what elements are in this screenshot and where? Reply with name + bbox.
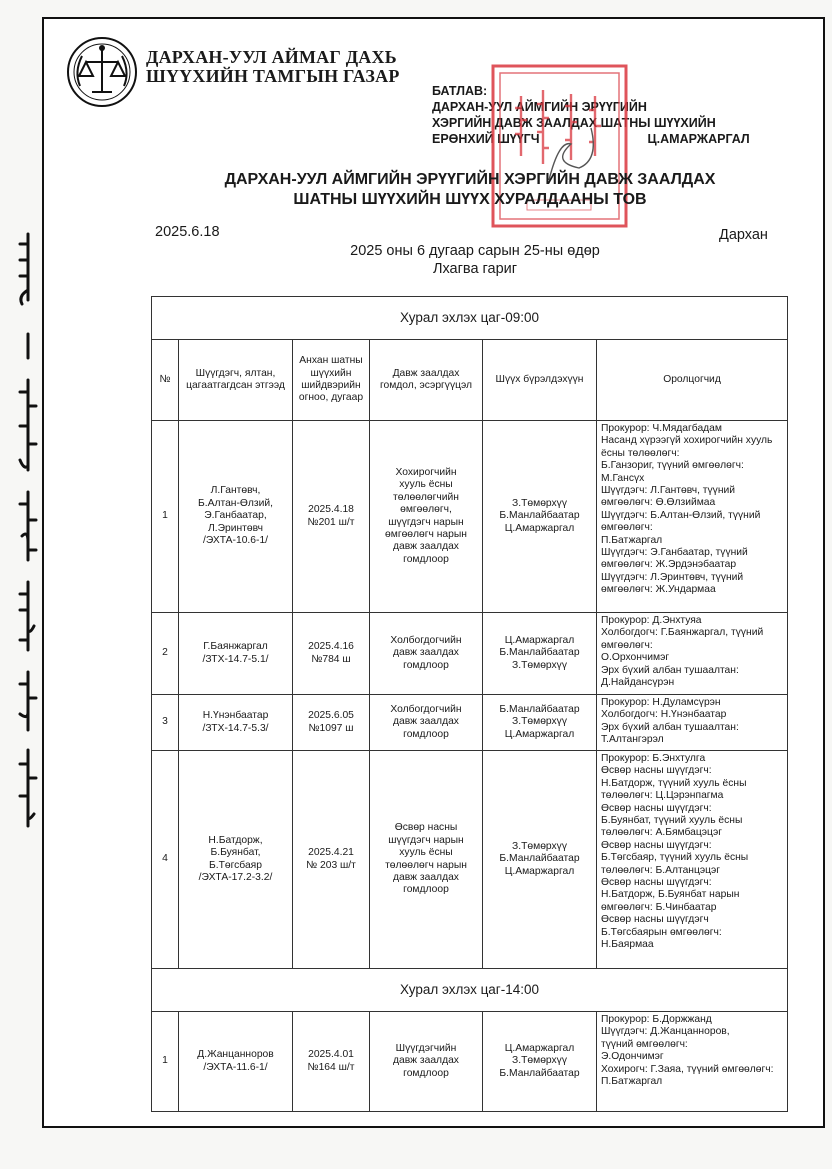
hearing-weekday: Лхагва гариг (432, 261, 518, 277)
participants-cell-line: Н.Батдорж, Б.Буянбат нарын өмгөөлөгч: Б.Чинбаатар (601, 889, 740, 913)
row-number: 2 (152, 613, 179, 695)
header-participants: Оролцогчид (597, 340, 788, 421)
document-title (150, 170, 790, 210)
row-number: 4 (152, 751, 179, 969)
appeal-cell-line: хууль ёсны (399, 479, 453, 491)
participants-cell-line: Н.Батдорж, түүний хууль ёсны төлөөлөгч: Ц.Цэрэнпагма (601, 777, 747, 802)
panel-cell-line: Б.Манлайбаатар (499, 703, 580, 715)
appeal-cell-line: давж заалдах (393, 871, 459, 883)
table-row (152, 1012, 788, 1112)
participants-cell-line: Прокурор: Д.Энхтуяа (601, 615, 702, 626)
defendant-cell-line: /ЗТХ-14.7-5.3/ (202, 722, 269, 734)
participants-cell-line: Прокурор: Н.Дуламсүрэн (601, 697, 721, 708)
defendant-cell-line: Б.Төгсбаяр (208, 859, 262, 871)
defendant-cell-line: Н.Батдорж, (208, 834, 263, 846)
defendant-cell-line: Э.Ганбаатар, (204, 510, 267, 522)
appeal-cell-line: гомдлоор (403, 1067, 449, 1079)
header-no: № (152, 340, 179, 421)
approval-line3: ХЭРГИЙН ДАВЖ ЗААЛДАХ ШАТНЫ ШҮҮХИЙН (432, 116, 716, 130)
participants-cell-line: Өсвөр насны шүүгдэгч (601, 914, 709, 926)
appeal-cell-line: гомдлоор (403, 728, 449, 740)
appeal-cell-line: гомдлоор (403, 659, 449, 671)
appeal-cell-line: Шүүгдэгчийн (395, 1042, 457, 1054)
court-seal-logo (66, 36, 138, 108)
city: Дархан (719, 227, 768, 243)
participants-cell-line: Б.Буянбат, түүний хууль ёсны төлөөлөгч: А.Бямбацэцэг (601, 815, 743, 839)
defendant-cell-line: Д.Жанцанноров (197, 1049, 274, 1061)
appeal-cell-line: төлөөлөгчийн (393, 491, 459, 503)
approval-line1: БАТЛАВ: (432, 84, 488, 98)
approval-title: ЕРӨНХИЙ ШҮҮГЧ (432, 132, 540, 146)
participants-cell-line: Өсвөр насны шүүгдэгч: (601, 839, 712, 851)
approval-signer: Ц.АМАРЖАРГАЛ (647, 132, 750, 146)
participants-cell-line: Э.Одончимэг (601, 1051, 664, 1063)
panel-cell (483, 421, 597, 613)
defendant-cell (179, 421, 293, 613)
session-row (152, 297, 788, 340)
participants-cell-line: Эрх бүхий албан тушаалтан: (601, 721, 739, 733)
appeal-cell-line: гомдлоор (403, 884, 449, 896)
header-appeal: Давж заалдах гомдол, эсэргүүцэл (370, 340, 483, 421)
appeal-cell-line: шүүгдэгч нарын (388, 834, 464, 846)
participants-cell-line: Д.Найдансүрэн (601, 677, 675, 689)
participants-cell-line: Шүүгдэгч: Л.Гантөвч, түүний өмгөөлөгч: Ө.Өлзиймаа (601, 485, 736, 509)
participants-cell-line: П.Батжаргал (601, 534, 663, 546)
participants-cell (597, 613, 788, 695)
participants-cell-line: Прокурор: Б.Энхтулга (601, 753, 706, 764)
session-row (152, 969, 788, 1012)
panel-cell-line: З.Төмөрхүү (512, 659, 567, 671)
participants-cell-line: Эрх бүхий албан тушаалтан: (601, 664, 739, 676)
participants-cell-line: Н.Баярмаа (601, 939, 654, 951)
decision-cell-line: 2025.4.01 (308, 1049, 354, 1061)
panel-cell-line: Ц.Амаржаргал (504, 522, 575, 534)
header-defendant: Шүүгдэгч, ялтан, цагаатгагдсан этгээд (179, 340, 293, 421)
panel-cell-line: Ц.Амаржаргал (504, 728, 575, 740)
court-name (146, 48, 400, 86)
defendant-cell (179, 751, 293, 969)
vertical-mongolian-script (4, 230, 52, 830)
participants-cell-line: Өсвөр насны шүүгдэгч: (601, 765, 712, 777)
decision-cell (293, 421, 370, 613)
row-number: 3 (152, 695, 179, 751)
appeal-cell (370, 1012, 483, 1112)
defendant-cell-line: Л.Гантөвч, (210, 485, 261, 497)
court-name-line1: ДАРХАН-УУЛ АЙМАГ ДАХЬ (146, 47, 397, 67)
panel-cell-line: Ц.Амаржаргал (504, 865, 575, 877)
hearing-date: 2025 оны 6 дугаар сарын 25-ны өдөр (350, 243, 600, 259)
row-number: 1 (152, 421, 179, 613)
panel-cell-line: Б.Манлайбаатар (499, 647, 580, 659)
participants-cell-line: Насанд хүрээгүй хохирогчийн хууль ёсны төлөөлөгч: (601, 435, 773, 459)
appeal-cell-line: гомдлоор (403, 553, 449, 565)
defendant-cell-line: /ЭХТА-10.6-1/ (202, 535, 269, 547)
table-row (152, 751, 788, 969)
decision-cell-line: 2025.4.18 (308, 504, 354, 516)
participants-cell (597, 1012, 788, 1112)
decision-cell (293, 613, 370, 695)
hearing-date-block (290, 242, 660, 278)
appeal-cell-line: Өсвөр насны (394, 822, 458, 834)
participants-cell-line: Б.Төгсбаяр, түүний хууль ёсны төлөөлөгч: Б.Алтанцэцэг (601, 852, 749, 876)
decision-cell-line: №201 ш/т (307, 516, 355, 528)
participants-cell-line: Холбогдогч: Н.Үнэнбаатар (601, 709, 727, 721)
decision-cell-line: №784 ш (311, 653, 351, 665)
decision-cell-line: №164 ш/т (307, 1061, 355, 1073)
decision-cell (293, 1012, 370, 1112)
decision-cell-line: 2025.4.16 (308, 641, 354, 653)
header-panel: Шүүх бүрэлдэхүүн (483, 340, 597, 421)
participants-cell-line: Б.Ганзориг, түүний өмгөөлөгч: М.Гансүх (601, 460, 744, 484)
defendant-cell (179, 1012, 293, 1112)
appeal-cell-line: Холбогдогчийн (390, 703, 462, 715)
defendant-cell-line: Г.Баянжаргал (203, 641, 268, 653)
panel-cell (483, 695, 597, 751)
participants-cell-line: Холбогдогч: Г.Баянжаргал, түүний өмгөөлөгч: (601, 627, 764, 651)
participants-cell-line: Өсвөр насны шүүгдэгч: (601, 877, 712, 889)
decision-cell-line: № 203 ш/т (306, 859, 356, 871)
participants-cell-line: Шүүгдэгч: Д.Жанцанноров, (601, 1026, 730, 1038)
decision-cell (293, 751, 370, 969)
appeal-cell-line: өмгөөлөгч нарын (385, 528, 467, 540)
panel-cell-line: Б.Манлайбаатар (499, 510, 580, 522)
participants-cell (597, 421, 788, 613)
appeal-cell-line: давж заалдах (393, 541, 459, 553)
participants-cell-line: О.Орхончимэг (601, 652, 670, 664)
issue-date: 2025.6.18 (155, 224, 220, 240)
defendant-cell (179, 695, 293, 751)
decision-cell (293, 695, 370, 751)
court-name-line2: ШҮҮХИЙН ТАМГЫН ГАЗАР (146, 66, 400, 86)
participants-cell-line: Б.Төгсбаярын өмгөөлөгч: (601, 926, 722, 938)
defendant-cell-line: Б.Алтан-Өлзий, (197, 497, 274, 509)
session-start-label: Хурал эхлэх цаг-14:00 (152, 969, 788, 1012)
row-number: 1 (152, 1012, 179, 1112)
appeal-cell-line: шүүгдэгч нарын (388, 516, 464, 528)
panel-cell-line: Б.Манлайбаатар (499, 1067, 580, 1079)
defendant-cell-line: /ЭХТА-11.6-1/ (203, 1061, 268, 1073)
participants-cell-line: Т.Алтангэрэл (601, 734, 664, 746)
appeal-cell-line: давж заалдах (393, 647, 459, 659)
defendant-cell-line: Н.Үнэнбаатар (202, 710, 269, 722)
appeal-cell (370, 751, 483, 969)
document-title-line2: ШАТНЫ ШҮҮХИЙН ШҮҮХ ХУРАЛДААНЫ ТОВ (293, 191, 647, 208)
decision-cell-line: №1097 ш (308, 722, 354, 734)
defendant-cell-line: Л.Эринтөвч (208, 522, 263, 534)
defendant-cell (179, 613, 293, 695)
participants-cell-line: Прокурор: Ч.Мядагбадам (601, 423, 722, 434)
approval-line2: ДАРХАН-УУЛ АЙМГИЙН ЭРҮҮГИЙН (432, 100, 647, 114)
panel-cell-line: З.Төмөрхүү (512, 840, 567, 852)
table-row (152, 421, 788, 613)
participants-cell-line: Хохирогч: Г.Заяа, түүний өмгөөлөгч: П.Батжаргал (601, 1063, 774, 1088)
decision-cell-line: 2025.6.05 (308, 710, 354, 722)
panel-cell-line: З.Төмөрхүү (512, 716, 567, 728)
participants-cell (597, 695, 788, 751)
panel-cell (483, 751, 597, 969)
participants-cell-line: Шүүгдэгч: Б.Алтан-Өлзий, түүний өмгөөлөгч: (601, 509, 761, 534)
table-row (152, 695, 788, 751)
appeal-cell (370, 695, 483, 751)
header-decision: Анхан шатны шүүхийн шийдвэрийн огноо, дугаар (293, 340, 370, 421)
appeal-cell (370, 421, 483, 613)
participants-cell-line: Прокурор: Б.Доржжанд (601, 1014, 712, 1025)
session-start-label: Хурал эхлэх цаг-09:00 (152, 297, 788, 340)
appeal-cell-line: давж заалдах (393, 716, 459, 728)
appeal-cell-line: Холбогдогчийн (390, 634, 462, 646)
panel-cell (483, 613, 597, 695)
panel-cell-line: Б.Манлайбаатар (499, 853, 580, 865)
appeal-cell-line: давж заалдах (393, 1055, 459, 1067)
defendant-cell-line: Б.Буянбат, (210, 847, 261, 859)
participants-cell-line: Шүүгдэгч: Э.Ганбаатар, түүний өмгөөлөгч: Ж.Эрдэнэбаатар (601, 547, 748, 571)
panel-cell-line: З.Төмөрхүү (512, 497, 567, 509)
appeal-cell-line: өмгөөлөгч, (400, 504, 452, 516)
panel-cell-line: Ц.Амаржаргал (504, 634, 575, 646)
appeal-cell-line: Хохирогчийн (395, 466, 457, 478)
participants-cell (597, 751, 788, 969)
participants-cell-line: Шүүгдэгч: Л.Эринтөвч, түүний өмгөөлөгч: Ж.Ундармаа (601, 571, 744, 596)
participants-cell-line: Өсвөр насны шүүгдэгч: (601, 802, 712, 814)
document-title-line1: ДАРХАН-УУЛ АЙМГИЙН ЭРҮҮГИЙН ХЭРГИЙН ДАВЖ ЗААЛДАХ (224, 171, 716, 188)
appeal-cell-line: хууль ёсны (399, 847, 453, 859)
table-header-row (152, 340, 788, 421)
decision-cell-line: 2025.4.21 (308, 847, 354, 859)
panel-cell-line: Ц.Амаржаргал (504, 1042, 575, 1054)
appeal-cell (370, 613, 483, 695)
participants-cell-line: түүний өмгөөлөгч: (601, 1038, 688, 1050)
defendant-cell-line: /ЭХТА-17.2-3.2/ (198, 871, 273, 883)
appeal-cell-line: төлөөлөгч нарын (385, 859, 467, 871)
panel-cell (483, 1012, 597, 1112)
hearing-schedule-table (151, 296, 788, 1112)
table-row (152, 613, 788, 695)
defendant-cell-line: /ЗТХ-14.7-5.1/ (202, 653, 269, 665)
panel-cell-line: З.Төмөрхүү (512, 1055, 567, 1067)
